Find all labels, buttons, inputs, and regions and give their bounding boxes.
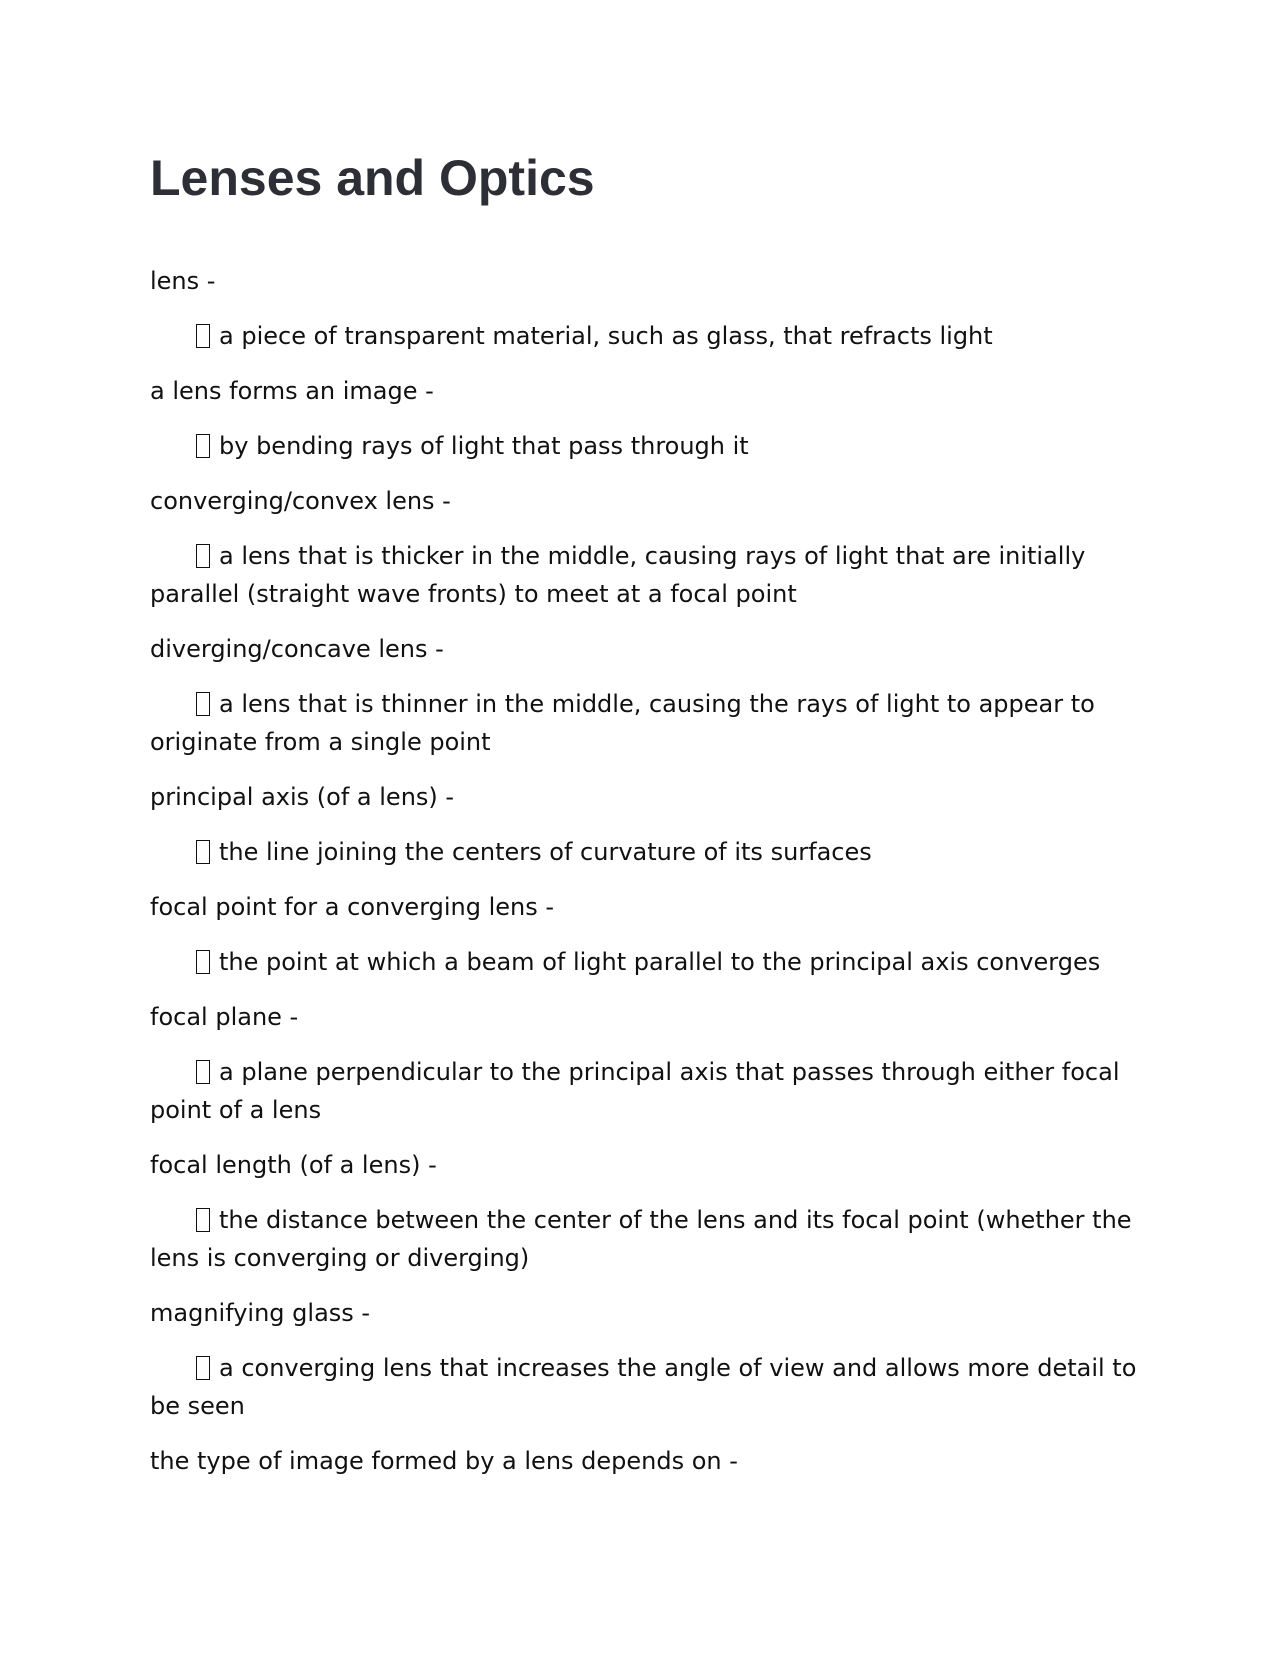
missing-glyph-bullet-icon [196, 1060, 210, 1084]
definition-text: a converging lens that increases the angle of view and allows more detail to be seen [150, 1354, 1137, 1420]
missing-glyph-bullet-icon [196, 692, 210, 716]
missing-glyph-bullet-icon [196, 434, 210, 458]
term-text: focal length (of a lens) - [150, 1151, 437, 1179]
definition-text: the line joining the centers of curvature of its surfaces [150, 833, 1140, 871]
missing-glyph-bullet-icon [196, 324, 210, 348]
page-title: Lenses and Optics [150, 150, 595, 206]
definition-text: a lens that is thicker in the middle, causing rays of light that are initially parallel (straight wave fronts) to meet at a focal point [150, 542, 1086, 608]
missing-glyph-bullet-icon [196, 950, 210, 974]
missing-glyph-bullet-icon [196, 1356, 210, 1380]
term-text: a lens forms an image - [150, 377, 434, 405]
definition-text: the distance between the center of the lens and its focal point (whether the lens is converging or diverging) [150, 1206, 1132, 1272]
definition-text: the point at which a beam of light parallel to the principal axis converges [150, 943, 1140, 981]
missing-glyph-bullet-icon [196, 544, 210, 568]
term-text: principal axis (of a lens) - [150, 783, 455, 811]
definition-list [150, 262, 1140, 1497]
definition-text: a piece of transparent material, such as glass, that refracts light [150, 317, 1140, 355]
term-text: converging/convex lens - [150, 487, 451, 515]
definition-text: a plane perpendicular to the principal axis that passes through either focal point of a lens [150, 1058, 1120, 1124]
term-text: magnifying glass - [150, 1299, 371, 1327]
term-text: the type of image formed by a lens depends on - [150, 1447, 738, 1475]
definition-text: by bending rays of light that pass through it [150, 427, 1140, 465]
term-text: diverging/concave lens - [150, 635, 444, 663]
missing-glyph-bullet-icon [196, 840, 210, 864]
definition-text: a lens that is thinner in the middle, causing the rays of light to appear to originate from a single point [150, 690, 1095, 756]
term-text: focal plane - [150, 1003, 299, 1031]
missing-glyph-bullet-icon [196, 1208, 210, 1232]
term-text: focal point for a converging lens - [150, 893, 555, 921]
term-text: lens - [150, 267, 216, 295]
